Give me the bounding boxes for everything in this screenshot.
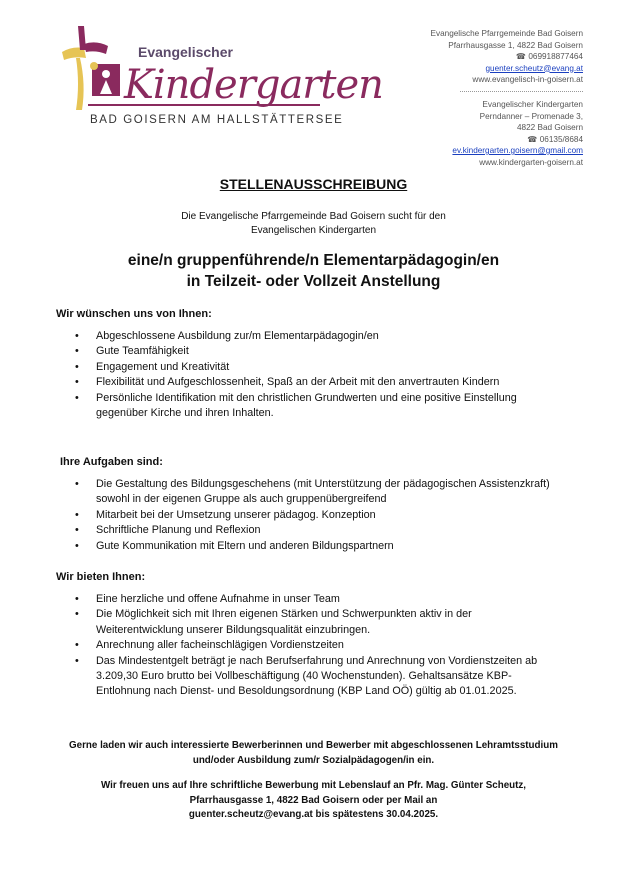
parish-website[interactable]: www.evangelisch-in-goisern.at: [472, 75, 583, 84]
tasks-list: [60, 477, 560, 554]
list-item: • Gute Teamfähigkeit: [96, 344, 556, 359]
closing-line-2: Pfarrhausgasse 1, 4822 Bad Goisern oder per Mail an: [189, 794, 438, 806]
parish-phone: ☎ 069918877464: [515, 52, 583, 61]
list-item: • Gute Kommunikation mit Eltern und anderen Bildungspartnern: [96, 539, 560, 554]
closing-line-1: Wir freuen uns auf Ihre schriftliche Bewerbung mit Lebenslauf an Pfr. Mag. Günter Scheutz,: [100, 780, 527, 791]
contact-divider: [460, 91, 583, 92]
parish-contact: [431, 28, 583, 86]
job-title-line-1: eine/n gruppenführende/n Elementarpädagogin/en: [127, 252, 500, 269]
list-item: • Engagement und Kreativität: [96, 360, 556, 375]
cross-stem: [76, 58, 84, 110]
closing-application: [60, 779, 567, 823]
intro-line-1: Die Evangelische Pfarrgemeinde Bad Goisern sucht für den: [181, 211, 446, 222]
kg-city: 4822 Bad Goisern: [517, 123, 583, 132]
requirements-section: [56, 308, 556, 421]
parish-address: Pfarrhausgasse 1, 4822 Bad Goisern: [448, 40, 583, 50]
intro-text: [0, 210, 627, 238]
tasks-heading: Ihre Aufgaben sind:: [60, 456, 163, 468]
page-heading: STELLENAUSSCHREIBUNG: [219, 176, 408, 192]
kindergarten-contact: [452, 99, 583, 168]
parish-email-link[interactable]: guenter.scheutz@evang.at: [485, 63, 583, 73]
cross-arm-right: [84, 42, 108, 54]
kg-email-link[interactable]: ev.kindergarten.goisern@gmail.com: [452, 146, 583, 155]
list-item: • Die Gestaltung des Bildungsgeschehens (mit Unterstützung der pädagogischen Assistenzkraft) sowohl in der eigenen Gruppe als auch gruppenübergreifend: [96, 477, 560, 508]
list-item: • Eine herzliche und offene Aufnahme in unser Team: [96, 592, 556, 607]
kg-street: Perndanner – Promenade 3,: [479, 111, 583, 121]
logo-main-text: Kindergarten: [124, 62, 383, 108]
offers-heading: Wir bieten Ihnen:: [56, 571, 146, 583]
tasks-section: [60, 456, 560, 554]
kg-name: Evangelischer Kindergarten: [482, 100, 583, 109]
parish-name: Evangelische Pfarrgemeinde Bad Goisern: [430, 29, 583, 38]
intro-line-2: Evangelischen Kindergarten: [250, 225, 377, 236]
logo-top-text: Evangelischer: [138, 44, 233, 60]
list-item: • Schriftliche Planung und Reflexion: [96, 523, 560, 538]
kg-website[interactable]: www.kindergarten-goisern.at: [479, 157, 583, 167]
list-item: • Das Mindestentgelt beträgt je nach Berufserfahrung und Anrechnung von Vordienstzeiten ab 3.209,30 Euro brutto bei Vollbeschäftigung (40 Wochenstunden). Gehaltsansätze KBP-Entlohnung nach Dienst- und Besoldungsordnung (KBP Land OÖ) gültig ab 01.01.2025.: [96, 654, 556, 700]
list-item: • Flexibilität und Aufgeschlossenheit, Spaß an der Arbeit mit den anvertrauten Kindern: [96, 375, 556, 390]
list-item: • Anrechnung aller facheinschlägigen Vordienstzeiten: [96, 638, 556, 653]
kindergarten-logo: [56, 24, 383, 132]
job-title: [0, 250, 627, 292]
job-title-line-2: in Teilzeit- oder Vollzeit Anstellung: [186, 273, 441, 290]
list-item: • Die Möglichkeit sich mit Ihren eigenen Stärken und Schwerpunkten aktiv in der Weiterentwicklung unserer Bildungsqualität einzubringen.: [96, 607, 556, 638]
requirements-list: [56, 329, 556, 421]
kg-phone: ☎ 06135/8684: [527, 134, 583, 144]
closing-invitation: Gerne laden wir auch interessierte Bewerberinnen und Bewerber mit abgeschlossenen Lehramtsstudium und/oder Ausbildung zum/r Sozialpädagogen/in ein.: [69, 740, 558, 766]
requirements-heading: Wir wünschen uns von Ihnen:: [56, 308, 212, 320]
list-item: • Persönliche Identifikation mit den christlichen Grundwerten und eine positive Einstellung gegenüber Kirche und ihren Inhalten.: [96, 391, 556, 422]
closing-line-3: guenter.scheutz@evang.at bis spätestens 30.04.2025.: [188, 809, 439, 820]
offers-list: [56, 592, 556, 700]
offers-section: [56, 571, 556, 700]
logo-sub-text: BAD GOISERN AM HALLSTÄTTERSEE: [90, 114, 344, 126]
list-item: • Abgeschlossene Ausbildung zur/m Elementarpädagogin/en: [96, 329, 556, 344]
list-item: • Mitarbeit bei der Umsetzung unserer pädagog. Konzeption: [96, 508, 560, 523]
